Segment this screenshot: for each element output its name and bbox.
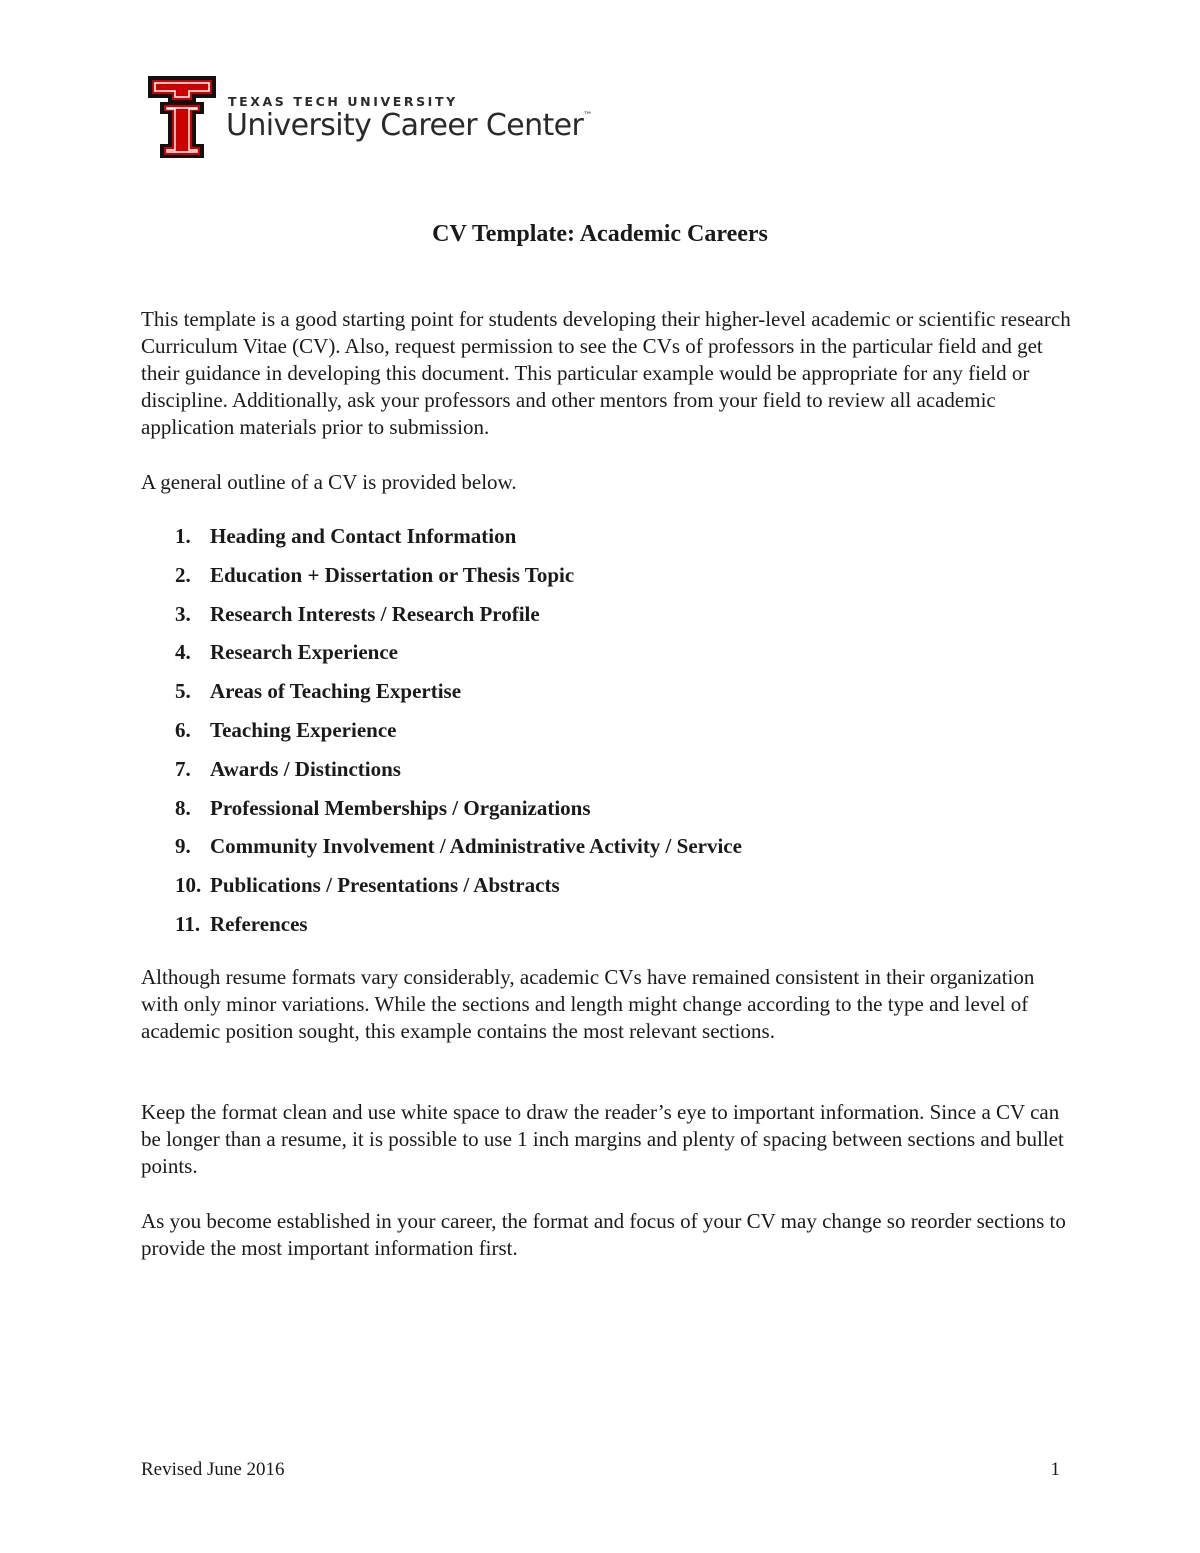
list-item: 9. Community Involvement / Administrative Activity / Service: [175, 834, 742, 859]
trademark-symbol: ™: [583, 111, 592, 121]
logo-university-name: TEXAS TECH UNIVERSITY: [228, 94, 458, 109]
page-number: 1: [1050, 1459, 1060, 1480]
document-title: CV Template: Academic Careers: [432, 221, 768, 247]
career-paragraph: As you become established in your career, the format and focus of your CV may change so reorder sections to provide the most important information first.: [141, 1209, 1066, 1260]
list-item: 3. Research Interests / Research Profile: [175, 601, 540, 626]
list-item: 10. Publications / Presentations / Abstracts: [175, 873, 560, 898]
list-item: 1. Heading and Contact Information: [175, 524, 517, 548]
list-item: 7. Awards / Distinctions: [175, 756, 401, 781]
list-item: 5. Areas of Teaching Expertise: [175, 679, 462, 704]
double-t-logo-icon: [146, 74, 218, 160]
list-item: 11. References: [175, 911, 308, 936]
formats-paragraph: Although resume formats vary considerably, academic CVs have remained consistent in their organization with only minor variations. While the sections and length might change according to the type and level of academic position sought, this example contains the most relevant sections.: [141, 965, 1035, 1043]
list-item: 8. Professional Memberships / Organizations: [175, 795, 591, 820]
list-item: 4. Research Experience: [175, 640, 398, 665]
cv-outline-list: [141, 521, 742, 948]
intro-paragraph: This template is a good starting point for students developing their higher-level academic or scientific research Curriculum Vitae (CV). Also, request permission to see the CVs of professors in the particular field and get their guidance in developing this document. This particular example would be appropriate for any field or discipline. Additionally, ask your professors and other mentors from your field to review all academic application materials prior to submission.: [141, 307, 1071, 439]
outline-lead: A general outline of a CV is provided below.: [141, 470, 517, 494]
revision-date: Revised June 2016: [141, 1459, 285, 1480]
university-logo: [146, 74, 592, 162]
whitespace-paragraph: Keep the format clean and use white space to draw the reader’s eye to important information. Since a CV can be longer than a resume, it is possible to use 1 inch margins and plenty of spacing between sections and bullet points.: [141, 1100, 1064, 1178]
list-item: 6. Teaching Experience: [175, 717, 397, 742]
logo-department-name: University Career Center™: [226, 108, 592, 143]
list-item: 2. Education + Dissertation or Thesis Topic: [175, 562, 575, 587]
